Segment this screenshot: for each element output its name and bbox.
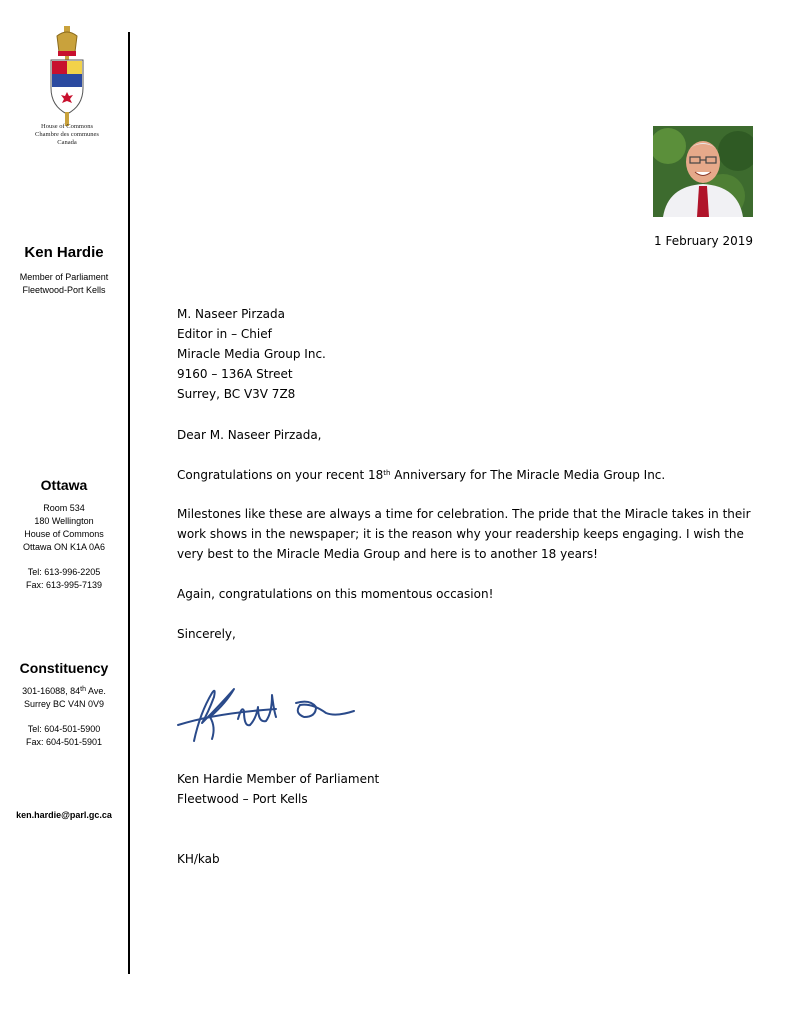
house-of-commons-crest-icon xyxy=(43,26,91,126)
institution-english: House of Commons xyxy=(41,123,93,130)
institution-country: Canada xyxy=(57,139,77,146)
mp-portrait-photo xyxy=(653,126,753,217)
mp-riding: Fleetwood-Port Kells xyxy=(22,285,106,295)
ottawa-tel: Tel: 613-996-2205 xyxy=(27,567,101,577)
body-paragraph: Milestones like these are always a time for celebration. The pride that the Miracle takes in their work shows in the newspaper; it is the reason why your readership keeps engaging. I wish the very best to the Miracle Media Group and here is to another 18 years! xyxy=(177,507,751,561)
recipient-line: Editor in – Chief xyxy=(177,327,272,341)
salutation: Dear M. Naseer Pirzada, xyxy=(177,428,322,442)
recipient-line: M. Naseer Pirzada xyxy=(177,307,285,321)
reference-initials: KH/kab xyxy=(177,852,220,866)
ottawa-address-line: 180 Wellington xyxy=(34,516,94,526)
house-of-commons-wordmark xyxy=(0,123,134,147)
signer-riding: Fleetwood – Port Kells xyxy=(177,792,308,806)
closing: Sincerely, xyxy=(177,627,236,641)
handwritten-signature xyxy=(176,683,361,749)
ottawa-address-line: Ottawa ON K1A 0A6 xyxy=(22,542,106,552)
constituency-address: 301-16088, 84th Ave. xyxy=(22,686,106,696)
constituency-fax: Fax: 604-501-5901 xyxy=(25,737,103,747)
ottawa-fax: Fax: 613-995-7139 xyxy=(25,580,103,590)
recipient-line: Miracle Media Group Inc. xyxy=(177,347,326,361)
ottawa-heading: Ottawa xyxy=(40,477,88,493)
mp-title: Member of Parliament xyxy=(19,272,109,282)
mp-name: Ken Hardie xyxy=(24,244,104,261)
constituency-tel: Tel: 604-501-5900 xyxy=(27,724,101,734)
again-paragraph: Again, congratulations on this momentous occasion! xyxy=(177,587,494,601)
recipient-line: Surrey, BC V3V 7Z8 xyxy=(177,387,296,401)
email-link[interactable]: ken.hardie@parl.gc.ca xyxy=(16,810,112,820)
ottawa-address-line: House of Commons xyxy=(24,529,104,539)
constituency-city: Surrey BC V4N 0V9 xyxy=(23,699,105,709)
signer-name: Ken Hardie Member of Parliament xyxy=(177,772,380,786)
institution-french: Chambre des communes xyxy=(35,131,99,138)
ottawa-address-line: Room 534 xyxy=(43,503,85,513)
constituency-heading: Constituency xyxy=(19,660,109,676)
sidebar-divider xyxy=(128,32,130,974)
recipient-line: 9160 – 136A Street xyxy=(177,367,293,381)
letter-date: 1 February 2019 xyxy=(654,234,753,248)
letterhead-sidebar xyxy=(0,0,128,1024)
recipient-block xyxy=(177,304,767,404)
congrats-paragraph: Congratulations on your recent 18th Anniversary for The Miracle Media Group Inc. xyxy=(177,468,666,482)
